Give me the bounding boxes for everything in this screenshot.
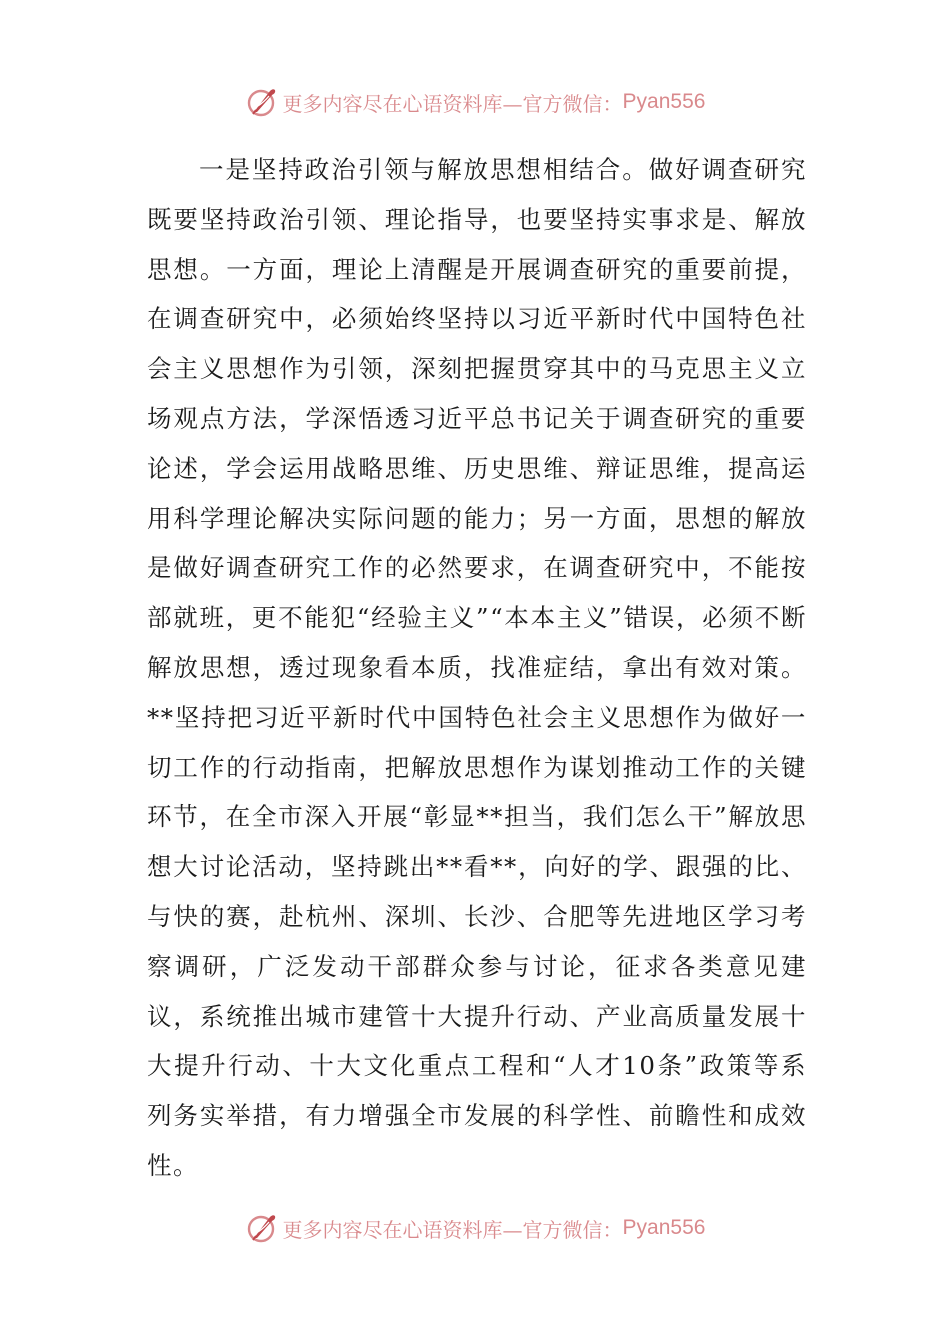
watermark-wechat-id: Pyan556 bbox=[622, 90, 706, 113]
quill-logo-icon bbox=[245, 1211, 279, 1245]
watermark-text: 更多内容尽在心语资料库—官方微信： bbox=[282, 1217, 623, 1242]
quill-logo-icon bbox=[245, 85, 279, 119]
footer-watermark bbox=[0, 1208, 950, 1248]
body-paragraph: 一是坚持政治引领与解放思想相结合。做好调查研究既要坚持政治引领、理论指导，也要坚持实事求是、解放思想。一方面，理论上清醒是开展调查研究的重要前提，在调查研究中，必须始终坚持以习近平新时代中国特色社会主义思想作为引领，深刻把握贯穿其中的马克思主义立场观点方法，学深悟透习近平总书记关于调查研究的重要论述，学会运用战略思维、历史思维、辩证思维，提高运用科学理论解决实际问题的能力；另一方面，思想的解放是做好调查研究工作的必然要求，在调查研究中，不能按部就班，更不能犯“经验主义”“本本主义”错误，必须不断解放思想，透过现象看本质，找准症结，拿出有效对策。**坚持把习近平新时代中国特色社会主义思想作为做好一切工作的行动指南，把解放思想作为谋划推动工作的关键环节，在全市深入开展“彰显**担当，我们怎么干”解放思想大讨论活动，坚持跳出**看**，向好的学、跟强的比、与快的赛，赴杭州、深圳、长沙、合肥等先进地区学习考察调研，广泛发动干部群众参与讨论，征求各类意见建议，系统推出城市建管十大提升行动、产业高质量发展十大提升行动、十大文化重点工程和“人才10条”政策等系列务实举措，有力增强全市发展的科学性、前瞻性和成效性。 bbox=[147, 155, 807, 1180]
header-watermark bbox=[0, 82, 950, 122]
watermark-text: 更多内容尽在心语资料库—官方微信： bbox=[282, 91, 623, 116]
watermark-wechat-id: Pyan556 bbox=[622, 1216, 706, 1239]
